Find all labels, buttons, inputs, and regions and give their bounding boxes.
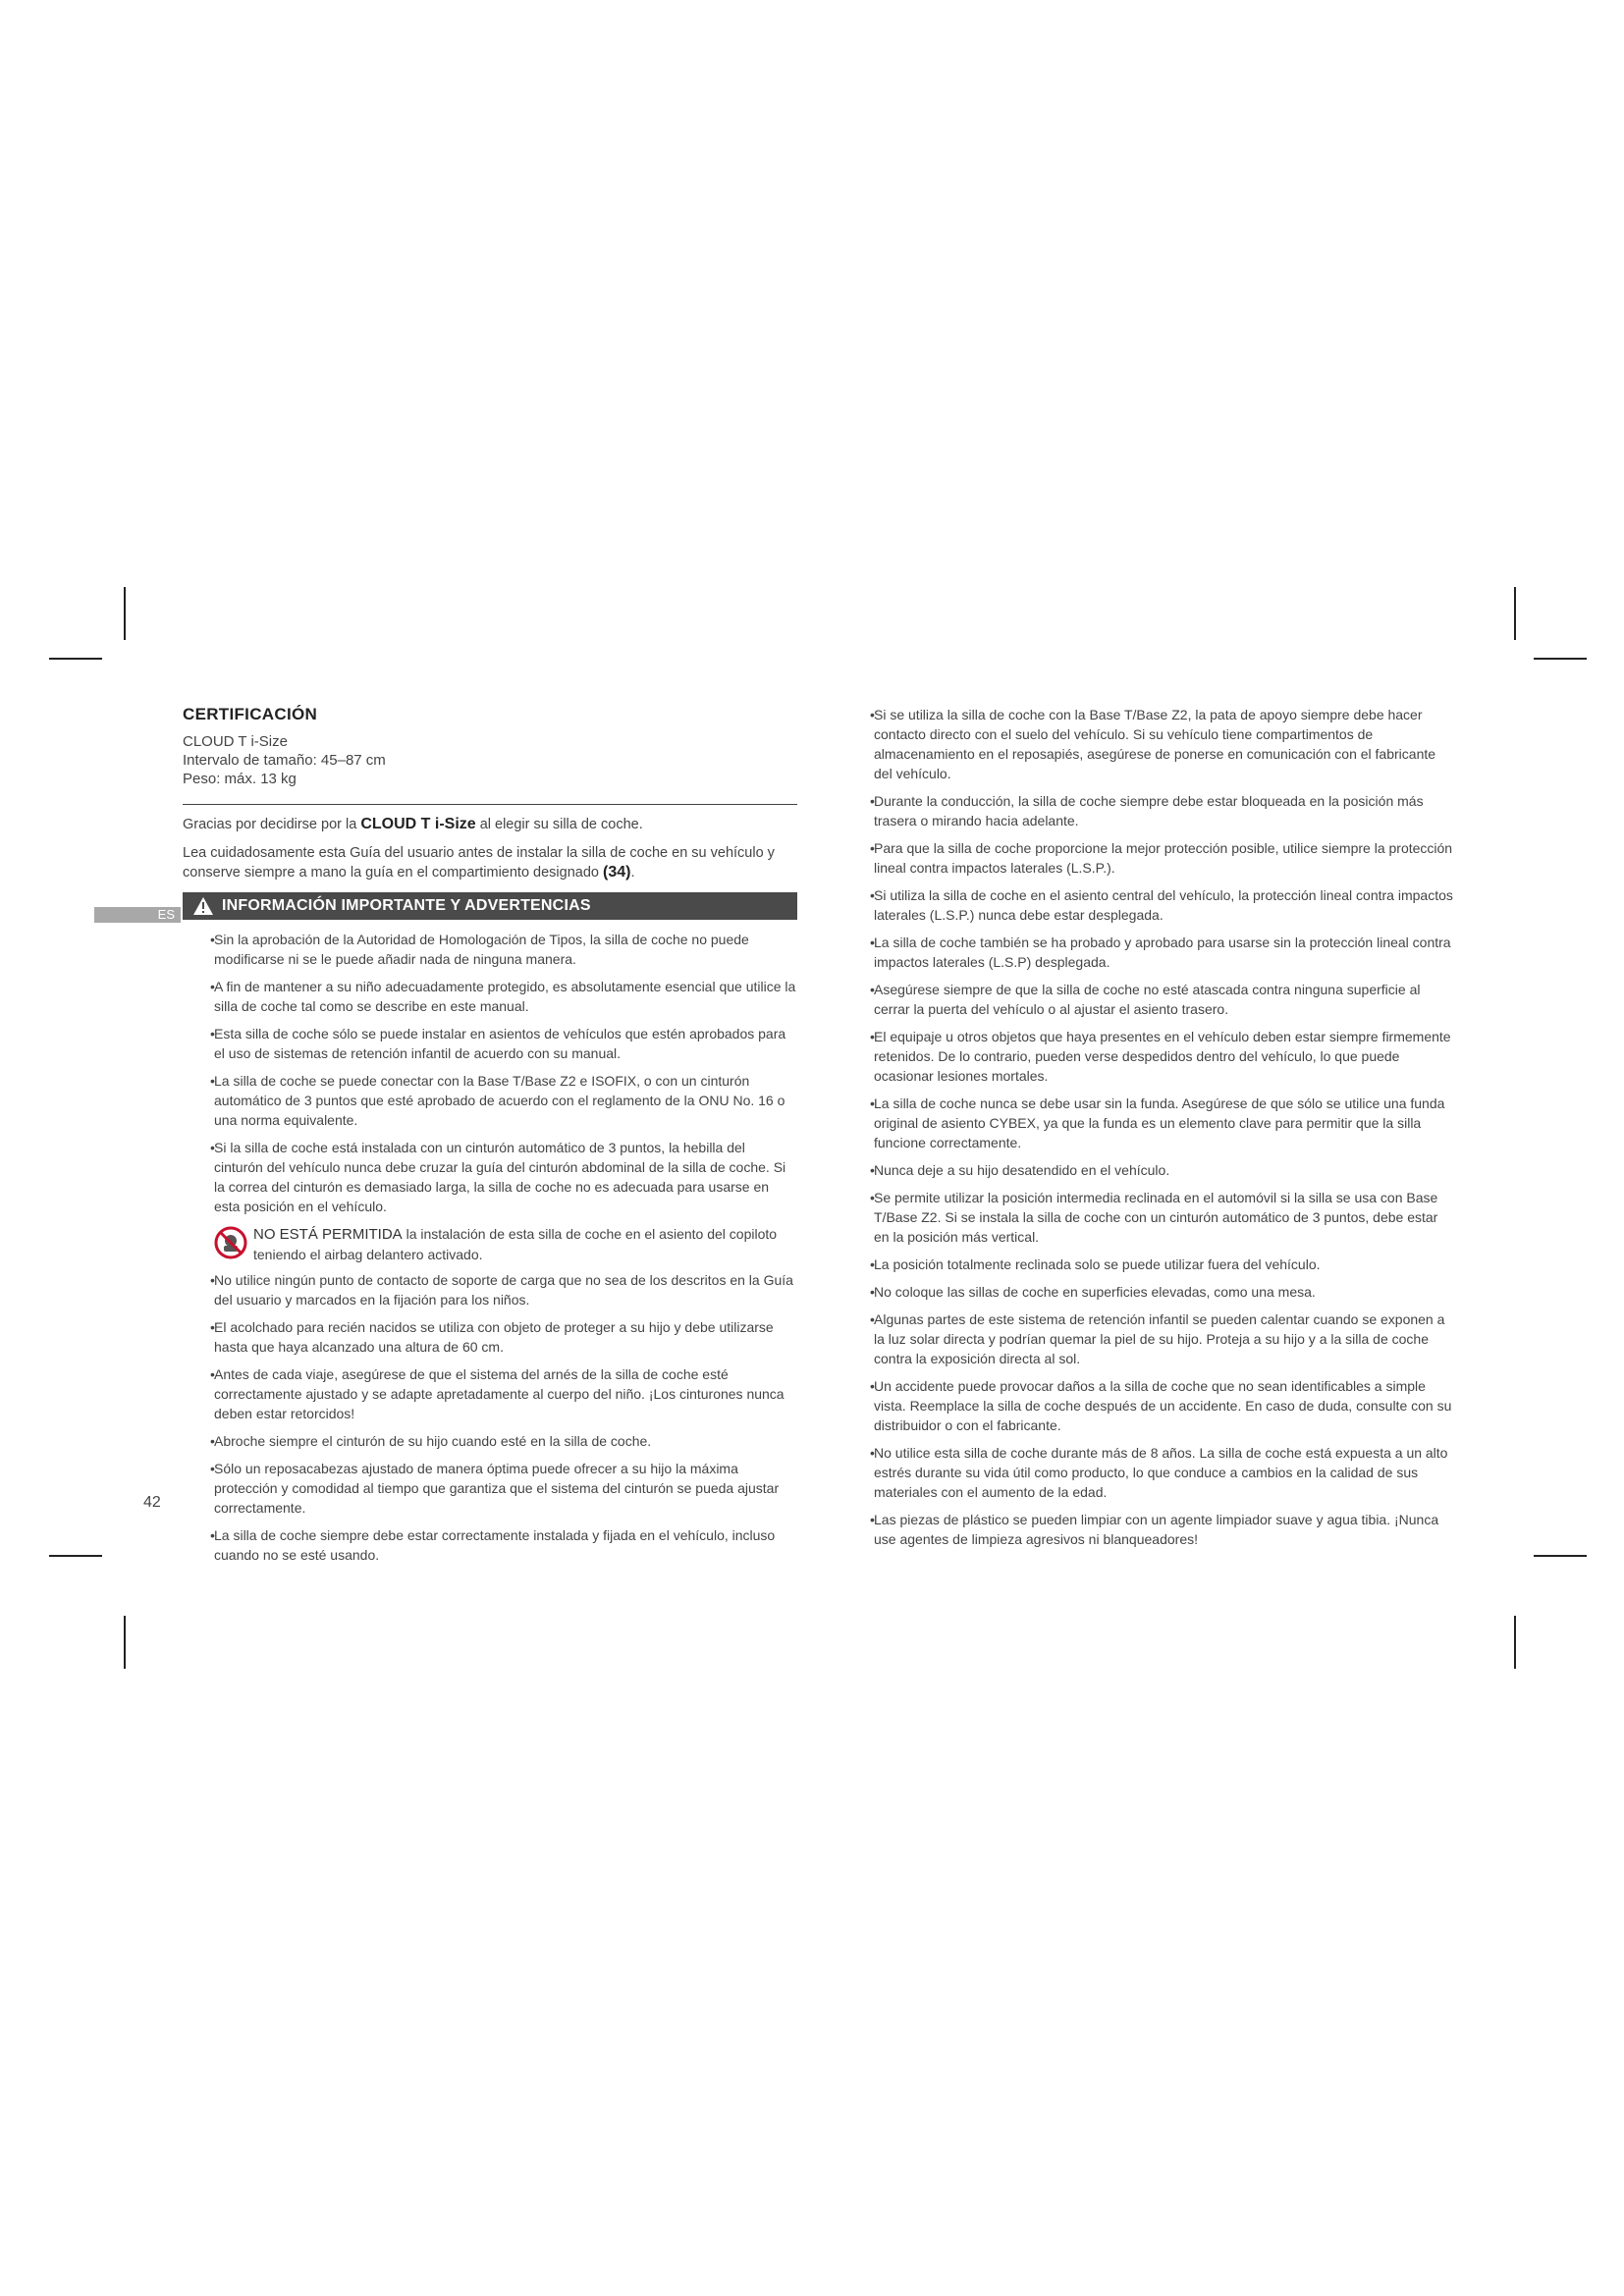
bullet: • (870, 887, 875, 903)
bullet: • (210, 979, 215, 994)
list-item (183, 977, 797, 1016)
list-item (870, 1309, 1455, 1368)
list-item-text: Asegúrese siempre de que la silla de coche no esté atascada contra ninguna superficie al cerrar la puerta del vehículo o al ajustar el asiento trasero. (874, 982, 1421, 1017)
list-item-text: La posición totalmente reclinada solo se puede utilizar fuera del vehículo. (874, 1256, 1321, 1272)
bullet: • (210, 1461, 215, 1476)
list-item (870, 980, 1455, 1019)
crop-mark-top-right-h (1534, 658, 1587, 660)
bullet: • (210, 1366, 215, 1382)
list-item (183, 1364, 797, 1423)
list-item (870, 838, 1455, 878)
list-item-text: Para que la silla de coche proporcione la mejor protección posible, utilice siempre la protección lineal contra impactos laterales (L.S.P.). (874, 840, 1453, 876)
crop-mark-bottom-right-h (1534, 1555, 1587, 1557)
certification-line: Intervalo de tamaño: 45–87 cm (183, 752, 386, 769)
list-item (183, 1317, 797, 1357)
bullet: • (210, 1527, 215, 1543)
list-item (870, 885, 1455, 925)
intro-text: . (630, 865, 635, 881)
list-item-text: No coloque las sillas de coche en superficies elevadas, como una mesa. (874, 1284, 1316, 1300)
list-item-text: Se permite utilizar la posición intermedia reclinada en el automóvil si la silla se usa con Base T/Base Z2. Si se instala la silla de coche con un cinturón automático de 3 puntos, debe estar en la posición más vertical. (874, 1190, 1438, 1245)
bullet: • (870, 707, 875, 722)
no-airbag-icon (214, 1226, 247, 1259)
crop-mark-top-left-h (49, 658, 102, 660)
list-item-text: La silla de coche se puede conectar con la Base T/Base Z2 e ISOFIX, o con un cinturón automático de 3 puntos que esté aprobado de acuerdo con el reglamento de la ONU No. 16 o una norma equivalente. (214, 1073, 785, 1128)
bullet: • (870, 1311, 875, 1327)
list-item (183, 1071, 797, 1130)
warning-triangle-icon (192, 896, 214, 916)
intro-text: Gracias por decidirse por la (183, 817, 361, 832)
list-item (870, 791, 1455, 830)
list-item-text: Si la silla de coche está instalada con un cinturón automático de 3 puntos, la hebilla del cinturón del vehículo nunca debe cruzar la guía del cinturón abdominal de la silla de coche. Si la correa del cinturón es demasiado larga, la silla de coche no es adecuada para usarse en esta posición en el vehículo. (214, 1140, 786, 1214)
list-item-text: La silla de coche nunca se debe usar sin la funda. Asegúrese de que sólo se utilice una funda original de asiento CYBEX, ya que la funda es un elemento clave para permitir que la silla funcione correctamente. (874, 1095, 1445, 1150)
left-column (183, 705, 797, 1573)
list-item-text: No utilice ningún punto de contacto de soporte de carga que no sea de los descritos en la Guía del usuario y marcados en la fijación para los niños. (214, 1272, 793, 1308)
list-item (870, 1255, 1455, 1274)
bullet: • (210, 1026, 215, 1041)
list-item-text: Algunas partes de este sistema de retención infantil se pueden calentar cuando se exponen a la luz solar directa y podrían quemar la piel de su hijo. Proteja a su hijo y a la silla de coche contra la exposición directa al sol. (874, 1311, 1445, 1366)
crop-mark-top-right-v (1514, 587, 1516, 640)
right-column (870, 705, 1455, 1557)
intro-paragraph (183, 844, 797, 882)
list-item-text: La silla de coche siempre debe estar correctamente instalada y fijada en el vehículo, incluso cuando no se esté usando. (214, 1527, 776, 1563)
crop-mark-bottom-left-v (124, 1616, 126, 1669)
list-item-text: Esta silla de coche sólo se puede instalar en asientos de vehículos que estén aprobados para el uso de sistemas de retención infantil de acuerdo con su manual. (214, 1026, 786, 1061)
bullet: • (870, 1378, 875, 1394)
list-item (870, 1027, 1455, 1086)
list-item-text: No utilice esta silla de coche durante más de 8 años. La silla de coche está expuesta a un alto estrés durante su vida útil como producto, lo que conduce a cambios en la calidad de sus materiales con el aumento de la edad. (874, 1445, 1448, 1500)
list-item (183, 1024, 797, 1063)
list-item-text: Si se utiliza la silla de coche con la Base T/Base Z2, la pata de apoyo siempre debe hacer contacto directo con el suelo del vehículo. Si su vehículo tiene compartimentos de almacenamiento en el reposapiés, asegúrese de ponerse en comunicación con el fabricante del vehículo. (874, 707, 1436, 781)
airbag-warning (183, 1224, 797, 1264)
list-item (870, 705, 1455, 783)
bullet: • (210, 1319, 215, 1335)
crop-mark-bottom-right-v (1514, 1616, 1516, 1669)
bullet: • (870, 1445, 875, 1461)
airbag-warning-text: la instalación de esta silla de coche en el asiento del copiloto teniendo el airbag delantero activado. (253, 1226, 778, 1262)
list-item-text: Un accidente puede provocar daños a la silla de coche que no sean identificables a simple vista. Reemplace la silla de coche después de un accidente. En caso de duda, consulte con su distribuidor o con el fabricante. (874, 1378, 1452, 1433)
bullet: • (210, 932, 215, 947)
bullet: • (870, 1095, 875, 1111)
list-item (183, 930, 797, 969)
list-item-text: Si utiliza la silla de coche en el asiento central del vehículo, la protección lineal contra impactos laterales (L.S.P.) nunca debe estar desplegada. (874, 887, 1453, 923)
crop-mark-top-left-v (124, 587, 126, 640)
certification-title: CERTIFICACIÓN (183, 705, 318, 723)
intro-paragraph (183, 815, 797, 834)
list-item-text: El equipaje u otros objetos que haya presentes en el vehículo deben estar siempre firmemente retenidos. De lo contrario, pueden verse despedidos dentro del vehículo, lo que puede ocasionar lesiones mortales. (874, 1029, 1451, 1084)
compartment-ref: (34) (603, 864, 631, 881)
list-item-text: Las piezas de plástico se pueden limpiar con un agente limpiador suave y agua tibia. ¡Nunca use agentes de limpieza agresivos ni blanqueadores! (874, 1512, 1439, 1547)
list-item-text: Durante la conducción, la silla de coche siempre debe estar bloqueada en la posición más trasera o mirando hacia adelante. (874, 793, 1424, 828)
bullet: • (210, 1433, 215, 1449)
list-item (870, 1160, 1455, 1180)
bullet: • (870, 1284, 875, 1300)
bullet: • (870, 982, 875, 997)
bullet: • (870, 934, 875, 950)
bullet: • (210, 1073, 215, 1089)
list-item (183, 1459, 797, 1518)
list-item (870, 1510, 1455, 1549)
list-item (870, 1282, 1455, 1302)
crop-mark-bottom-left-h (49, 1555, 102, 1557)
list-item-text: Nunca deje a su hijo desatendido en el vehículo. (874, 1162, 1170, 1178)
list-item (870, 1094, 1455, 1152)
list-item (870, 933, 1455, 972)
section-title: INFORMACIÓN IMPORTANTE Y ADVERTENCIAS (222, 897, 591, 914)
list-item-text: Sólo un reposacabezas ajustado de manera óptima puede ofrecer a su hijo la máxima protección y comodidad al tiempo que garantiza que el sistema del cinturón se pueda ajustar correctamente. (214, 1461, 780, 1516)
list-item (870, 1376, 1455, 1435)
list-item-text: El acolchado para recién nacidos se utiliza con objeto de proteger a su hijo y debe utilizarse hasta que haya alcanzado una altura de 60 cm. (214, 1319, 774, 1355)
bullet: • (210, 1140, 215, 1155)
list-item-text: A fin de mantener a su niño adecuadamente protegido, es absolutamente esencial que utilice la silla de coche tal como se describe en este manual. (214, 979, 796, 1014)
list-item (183, 1138, 797, 1216)
bullet: • (870, 1190, 875, 1205)
bullet: • (870, 1256, 875, 1272)
list-item (870, 1443, 1455, 1502)
bullet: • (870, 1162, 875, 1178)
language-tab: ES (94, 907, 181, 923)
bullet: • (870, 1029, 875, 1044)
product-name: CLOUD T i-Size (360, 816, 476, 832)
airbag-warning-emphasis: NO ESTÁ PERMITIDA (253, 1226, 403, 1243)
section-header (183, 892, 797, 920)
certification-line: Peso: máx. 13 kg (183, 771, 297, 787)
list-item (183, 1270, 797, 1309)
intro-text: Lea cuidadosamente esta Guía del usuario antes de instalar la silla de coche en su vehículo y conserve siempre a mano la guía en el compartimiento designado (183, 845, 775, 881)
list-item-text: Abroche siempre el cinturón de su hijo cuando esté en la silla de coche. (214, 1433, 652, 1449)
bullet: • (870, 793, 875, 809)
intro-text: al elegir su silla de coche. (475, 817, 643, 832)
divider (183, 804, 797, 805)
bullet: • (870, 1512, 875, 1527)
list-item-text: Antes de cada viaje, asegúrese de que el sistema del arnés de la silla de coche esté correctamente ajustado y se adapte apretadamente al cuerpo del niño. ¡Los cinturones nunca deben estar retorcidos! (214, 1366, 785, 1421)
bullet: • (870, 840, 875, 856)
bullet: • (210, 1272, 215, 1288)
list-item (183, 1525, 797, 1565)
page-number: 42 (143, 1494, 161, 1511)
list-item (870, 1188, 1455, 1247)
list-item-text: Sin la aprobación de la Autoridad de Homologación de Tipos, la silla de coche no puede modificarse ni se le puede añadir nada de ninguna manera. (214, 932, 749, 967)
list-item-text: La silla de coche también se ha probado y aprobado para usarse sin la protección lineal contra impactos laterales (L.S.P) desplegada. (874, 934, 1451, 970)
list-item (183, 1431, 797, 1451)
certification-line: CLOUD T i-Size (183, 733, 288, 750)
